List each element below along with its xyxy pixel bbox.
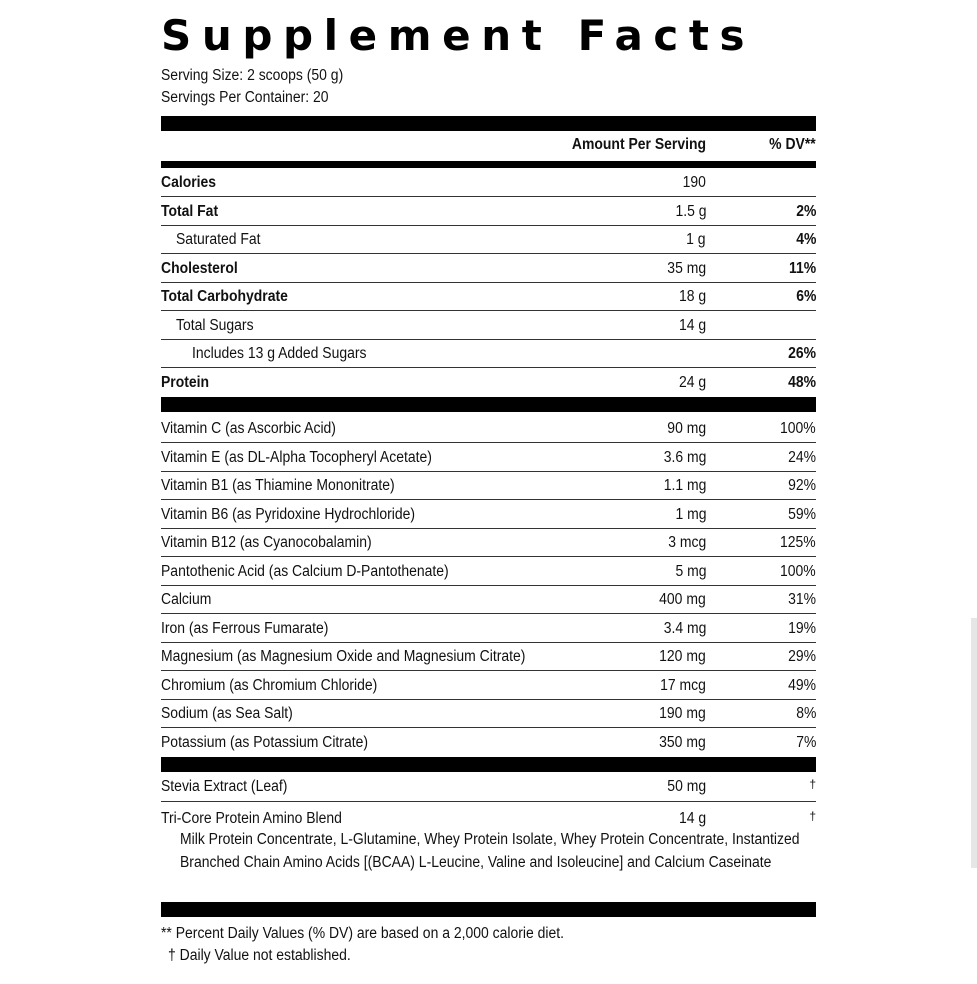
nutrient-name: Iron (as Ferrous Fumarate) <box>161 620 329 637</box>
nutrient-name: Chromium (as Chromium Chloride) <box>161 677 378 694</box>
nutrient-row-protein <box>161 368 816 396</box>
ingredient-amount: 50 mg <box>667 778 706 795</box>
footnote-dagger: † Daily Value not established. <box>168 947 351 964</box>
nutrient-dv: 31% <box>788 591 816 608</box>
nutrient-dv: 26% <box>788 345 816 362</box>
nutrient-amount: 14 g <box>678 317 706 334</box>
nutrient-row-vitamin-e <box>161 443 816 472</box>
nutrient-name: Vitamin B1 (as Thiamine Mononitrate) <box>161 477 395 494</box>
nutrient-name: Cholesterol <box>161 260 238 277</box>
nutrient-dv: 7% <box>795 734 816 751</box>
medium-divider <box>161 161 816 168</box>
ingredient-row-amino-blend <box>161 804 816 832</box>
nutrient-name: Sodium (as Sea Salt) <box>161 705 293 722</box>
nutrient-row-total-carbohydrate <box>161 282 816 311</box>
nutrient-amount: 1 mg <box>674 506 706 523</box>
nutrient-dv: 19% <box>788 620 816 637</box>
nutrient-name: Total Sugars <box>176 317 254 334</box>
nutrient-amount: 120 mg <box>659 648 706 665</box>
nutrient-amount: 3.6 mg <box>663 449 706 466</box>
servings-per-container: Servings Per Container: 20 <box>161 89 329 106</box>
nutrient-amount: 90 mg <box>667 420 706 437</box>
nutrient-amount: 400 mg <box>659 591 706 608</box>
nutrient-dv: 100% <box>780 563 816 580</box>
nutrient-dv: 11% <box>788 260 816 277</box>
amount-per-serving-header: Amount Per Serving <box>571 136 706 153</box>
dagger-mark: † <box>809 777 816 791</box>
nutrient-name: Total Fat <box>161 203 219 220</box>
nutrient-name: Magnesium (as Magnesium Oxide and Magnesium Citrate) <box>161 648 526 665</box>
nutrient-name: Vitamin E (as DL-Alpha Tocopheryl Acetate) <box>161 449 432 466</box>
nutrient-row-vitamin-b1 <box>161 471 816 500</box>
nutrient-row-iron <box>161 614 816 643</box>
nutrient-row-magnesium <box>161 642 816 671</box>
footnote-dv: ** Percent Daily Values (% DV) are based on a 2,000 calorie diet. <box>161 925 564 942</box>
nutrient-amount: 17 mcg <box>660 677 706 694</box>
nutrient-amount: 1.5 g <box>674 203 706 220</box>
nutrient-row-chromium <box>161 671 816 700</box>
nutrient-row-calcium <box>161 585 816 614</box>
nutrient-name: Saturated Fat <box>176 231 261 248</box>
nutrient-dv: 24% <box>788 449 816 466</box>
nutrient-row-total-fat <box>161 197 816 226</box>
blend-ingredients: Milk Protein Concentrate, L-Glutamine, Whey Protein Isolate, Whey Protein Concentrate, Instantized Branched Chain Amino Acids [(BCAA) L-Leucine, Valine and Isoleucine] and Calcium Caseinate <box>180 831 800 871</box>
nutrient-row-vitamin-b6 <box>161 500 816 529</box>
nutrient-name: Calories <box>161 174 217 191</box>
nutrient-name: Potassium (as Potassium Citrate) <box>161 734 368 751</box>
nutrient-dv: 59% <box>788 506 816 523</box>
nutrient-row-vitamin-b12 <box>161 528 816 557</box>
thick-divider <box>161 757 816 772</box>
nutrient-amount: 350 mg <box>659 734 706 751</box>
nutrient-name: Calcium <box>161 591 212 608</box>
nutrient-row-added-sugars <box>161 339 816 368</box>
nutrient-amount: 35 mg <box>667 260 706 277</box>
dv-header: % DV** <box>769 136 816 153</box>
nutrient-amount: 190 mg <box>659 705 706 722</box>
nutrient-row-pantothenic-acid <box>161 557 816 586</box>
nutrient-dv: 4% <box>795 231 816 248</box>
ingredient-name: Stevia Extract (Leaf) <box>161 778 288 795</box>
nutrient-dv: 100% <box>780 420 816 437</box>
page-edge-shadow <box>971 618 977 868</box>
nutrient-dv: 29% <box>788 648 816 665</box>
nutrient-amount: 5 mg <box>674 563 706 580</box>
thick-divider <box>161 116 816 131</box>
supplement-facts-label <box>161 0 816 984</box>
ingredient-amount: 14 g <box>678 810 706 827</box>
nutrient-dv: 125% <box>780 534 816 551</box>
dagger-mark: † <box>809 809 816 823</box>
ingredient-row-stevia <box>161 772 816 802</box>
nutrient-row-total-sugars <box>161 311 816 340</box>
nutrient-name: Vitamin C (as Ascorbic Acid) <box>161 420 336 437</box>
label-title: Supplement Facts <box>161 11 756 60</box>
nutrient-row-calories <box>161 168 816 197</box>
nutrient-row-cholesterol <box>161 254 816 283</box>
nutrient-amount: 3 mcg <box>668 534 706 551</box>
thick-divider <box>161 397 816 412</box>
nutrient-amount: 24 g <box>678 374 706 391</box>
nutrient-row-saturated-fat <box>161 225 816 254</box>
nutrient-amount: 190 <box>682 174 706 191</box>
nutrient-name: Includes 13 g Added Sugars <box>192 345 367 362</box>
nutrient-name: Vitamin B6 (as Pyridoxine Hydrochloride) <box>161 506 416 523</box>
nutrient-row-potassium <box>161 728 816 756</box>
nutrient-dv: 8% <box>795 705 816 722</box>
nutrient-name: Total Carbohydrate <box>161 288 288 305</box>
nutrient-name: Protein <box>161 374 210 391</box>
nutrient-amount: 18 g <box>678 288 706 305</box>
nutrient-name: Vitamin B12 (as Cyanocobalamin) <box>161 534 372 551</box>
nutrient-dv: 49% <box>788 677 816 694</box>
ingredient-name: Tri-Core Protein Amino Blend <box>161 810 342 827</box>
nutrient-dv: 2% <box>795 203 816 220</box>
nutrient-dv: 6% <box>795 288 816 305</box>
serving-size: Serving Size: 2 scoops (50 g) <box>161 67 344 84</box>
nutrient-row-sodium <box>161 699 816 728</box>
thick-divider <box>161 902 816 917</box>
nutrient-amount: 1 g <box>686 231 706 248</box>
nutrient-row-vitamin-c <box>161 414 816 443</box>
nutrient-amount: 1.1 mg <box>663 477 706 494</box>
nutrient-dv: 48% <box>788 374 816 391</box>
nutrient-dv: 92% <box>788 477 816 494</box>
nutrient-name: Pantothenic Acid (as Calcium D-Pantothenate) <box>161 563 449 580</box>
nutrient-amount: 3.4 mg <box>663 620 706 637</box>
